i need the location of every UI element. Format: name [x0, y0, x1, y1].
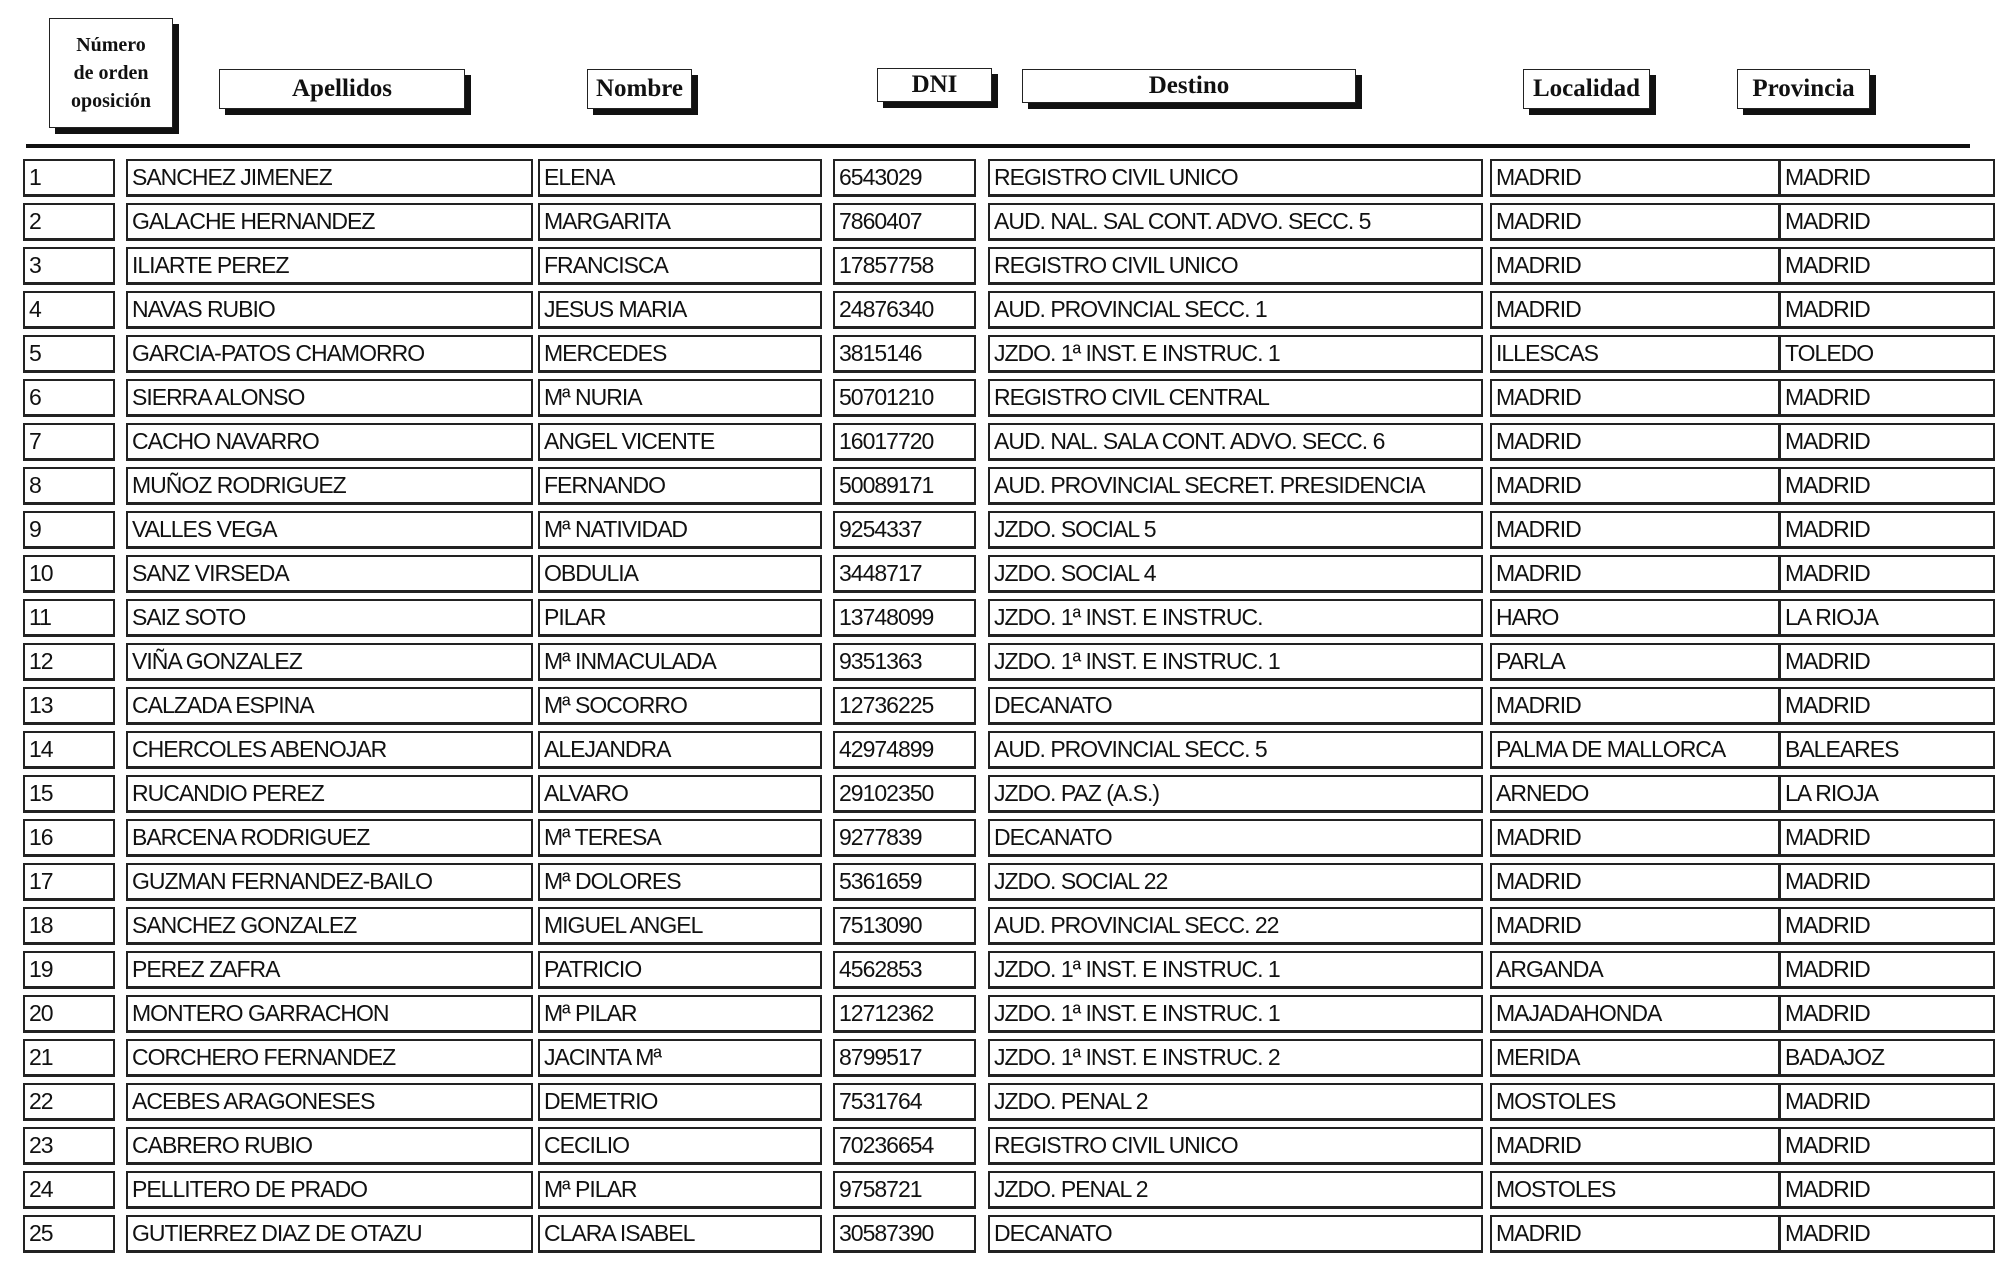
cell-provincia: MADRID	[1778, 687, 1995, 725]
cell-dni: 13748099	[833, 599, 976, 637]
cell-apellidos: CABRERO RUBIO	[126, 1127, 533, 1165]
cell-localidad: MADRID	[1490, 159, 1780, 197]
cell-apellidos: SAIZ SOTO	[126, 599, 533, 637]
cell-destino: REGISTRO CIVIL UNICO	[988, 247, 1483, 285]
cell-dni: 24876340	[833, 291, 976, 329]
cell-dni: 17857758	[833, 247, 976, 285]
cell-provincia: MADRID	[1778, 1215, 1995, 1253]
cell-localidad: MADRID	[1490, 907, 1780, 945]
table-row	[0, 379, 2000, 417]
table-row	[0, 995, 2000, 1033]
cell-dni: 3815146	[833, 335, 976, 373]
cell-dni: 16017720	[833, 423, 976, 461]
cell-localidad: MADRID	[1490, 379, 1780, 417]
cell-numero: 25	[23, 1215, 115, 1253]
cell-destino: DECANATO	[988, 687, 1483, 725]
header-nombre: Nombre	[587, 69, 692, 109]
cell-destino: JZDO. SOCIAL 22	[988, 863, 1483, 901]
cell-provincia: MADRID	[1778, 291, 1995, 329]
cell-provincia: MADRID	[1778, 1171, 1995, 1209]
cell-numero: 3	[23, 247, 115, 285]
cell-localidad: MAJADAHONDA	[1490, 995, 1780, 1033]
cell-apellidos: SANCHEZ JIMENEZ	[126, 159, 533, 197]
cell-apellidos: VALLES VEGA	[126, 511, 533, 549]
cell-localidad: MADRID	[1490, 467, 1780, 505]
cell-localidad: PARLA	[1490, 643, 1780, 681]
cell-apellidos: CORCHERO FERNANDEZ	[126, 1039, 533, 1077]
cell-provincia: MADRID	[1778, 159, 1995, 197]
cell-numero: 22	[23, 1083, 115, 1121]
cell-dni: 12712362	[833, 995, 976, 1033]
cell-provincia: MADRID	[1778, 1127, 1995, 1165]
cell-apellidos: GUTIERREZ DIAZ DE OTAZU	[126, 1215, 533, 1253]
cell-localidad: HARO	[1490, 599, 1780, 637]
cell-destino: JZDO. PENAL 2	[988, 1083, 1483, 1121]
table-row	[0, 1083, 2000, 1121]
cell-dni: 7860407	[833, 203, 976, 241]
cell-numero: 18	[23, 907, 115, 945]
cell-provincia: MADRID	[1778, 819, 1995, 857]
header-localidad: Localidad	[1523, 69, 1650, 109]
cell-provincia: BADAJOZ	[1778, 1039, 1995, 1077]
cell-nombre: PATRICIO	[538, 951, 822, 989]
cell-nombre: PILAR	[538, 599, 822, 637]
cell-provincia: MADRID	[1778, 423, 1995, 461]
cell-provincia: MADRID	[1778, 951, 1995, 989]
cell-numero: 7	[23, 423, 115, 461]
cell-localidad: ARNEDO	[1490, 775, 1780, 813]
cell-nombre: MARGARITA	[538, 203, 822, 241]
cell-apellidos: PELLITERO DE PRADO	[126, 1171, 533, 1209]
cell-dni: 7531764	[833, 1083, 976, 1121]
cell-dni: 12736225	[833, 687, 976, 725]
cell-localidad: MADRID	[1490, 1215, 1780, 1253]
table-row	[0, 1215, 2000, 1253]
cell-nombre: Mª NATIVIDAD	[538, 511, 822, 549]
cell-provincia: MADRID	[1778, 1083, 1995, 1121]
cell-numero: 17	[23, 863, 115, 901]
cell-numero: 20	[23, 995, 115, 1033]
cell-destino: REGISTRO CIVIL CENTRAL	[988, 379, 1483, 417]
cell-localidad: MADRID	[1490, 1127, 1780, 1165]
cell-destino: JZDO. PAZ (A.S.)	[988, 775, 1483, 813]
cell-nombre: ALEJANDRA	[538, 731, 822, 769]
cell-nombre: MIGUEL ANGEL	[538, 907, 822, 945]
cell-numero: 24	[23, 1171, 115, 1209]
cell-nombre: Mª NURIA	[538, 379, 822, 417]
cell-numero: 11	[23, 599, 115, 637]
cell-localidad: MOSTOLES	[1490, 1083, 1780, 1121]
table-row	[0, 907, 2000, 945]
table-row	[0, 775, 2000, 813]
cell-apellidos: VIÑA GONZALEZ	[126, 643, 533, 681]
table-row	[0, 159, 2000, 197]
cell-provincia: MADRID	[1778, 511, 1995, 549]
cell-nombre: ALVARO	[538, 775, 822, 813]
cell-nombre: ANGEL VICENTE	[538, 423, 822, 461]
cell-numero: 12	[23, 643, 115, 681]
cell-localidad: MADRID	[1490, 555, 1780, 593]
table-row	[0, 731, 2000, 769]
cell-numero: 1	[23, 159, 115, 197]
cell-nombre: Mª SOCORRO	[538, 687, 822, 725]
cell-destino: REGISTRO CIVIL UNICO	[988, 159, 1483, 197]
cell-nombre: MERCEDES	[538, 335, 822, 373]
cell-localidad: ARGANDA	[1490, 951, 1780, 989]
header-divider	[26, 144, 1970, 148]
cell-localidad: ILLESCAS	[1490, 335, 1780, 373]
header-numero-line1: Número	[76, 34, 146, 56]
cell-localidad: MADRID	[1490, 247, 1780, 285]
cell-destino: AUD. PROVINCIAL SECC. 22	[988, 907, 1483, 945]
cell-provincia: MADRID	[1778, 203, 1995, 241]
cell-destino: AUD. PROVINCIAL SECRET. PRESIDENCIA	[988, 467, 1483, 505]
table-row	[0, 687, 2000, 725]
cell-localidad: MERIDA	[1490, 1039, 1780, 1077]
cell-provincia: MADRID	[1778, 555, 1995, 593]
cell-destino: AUD. PROVINCIAL SECC. 1	[988, 291, 1483, 329]
cell-nombre: FRANCISCA	[538, 247, 822, 285]
cell-destino: JZDO. 1ª INST. E INSTRUC. 1	[988, 335, 1483, 373]
cell-numero: 15	[23, 775, 115, 813]
cell-apellidos: SIERRA ALONSO	[126, 379, 533, 417]
cell-provincia: LA RIOJA	[1778, 775, 1995, 813]
cell-provincia: MADRID	[1778, 247, 1995, 285]
cell-provincia: LA RIOJA	[1778, 599, 1995, 637]
cell-apellidos: SANCHEZ GONZALEZ	[126, 907, 533, 945]
cell-nombre: Mª DOLORES	[538, 863, 822, 901]
cell-numero: 13	[23, 687, 115, 725]
table-row	[0, 643, 2000, 681]
cell-provincia: BALEARES	[1778, 731, 1995, 769]
cell-apellidos: RUCANDIO PEREZ	[126, 775, 533, 813]
cell-apellidos: PEREZ ZAFRA	[126, 951, 533, 989]
cell-provincia: MADRID	[1778, 995, 1995, 1033]
cell-dni: 50089171	[833, 467, 976, 505]
cell-nombre: Mª INMACULADA	[538, 643, 822, 681]
cell-localidad: PALMA DE MALLORCA	[1490, 731, 1780, 769]
cell-numero: 10	[23, 555, 115, 593]
cell-numero: 6	[23, 379, 115, 417]
cell-dni: 9254337	[833, 511, 976, 549]
cell-dni: 30587390	[833, 1215, 976, 1253]
cell-dni: 9351363	[833, 643, 976, 681]
cell-numero: 8	[23, 467, 115, 505]
cell-nombre: Mª PILAR	[538, 1171, 822, 1209]
table-row	[0, 1127, 2000, 1165]
cell-numero: 2	[23, 203, 115, 241]
cell-destino: JZDO. 1ª INST. E INSTRUC.	[988, 599, 1483, 637]
cell-localidad: MADRID	[1490, 687, 1780, 725]
table-row	[0, 511, 2000, 549]
cell-localidad: MADRID	[1490, 863, 1780, 901]
cell-destino: DECANATO	[988, 819, 1483, 857]
cell-nombre: FERNANDO	[538, 467, 822, 505]
cell-apellidos: CACHO NAVARRO	[126, 423, 533, 461]
cell-nombre: Mª PILAR	[538, 995, 822, 1033]
cell-destino: AUD. PROVINCIAL SECC. 5	[988, 731, 1483, 769]
table-row	[0, 203, 2000, 241]
cell-provincia: MADRID	[1778, 643, 1995, 681]
cell-dni: 9758721	[833, 1171, 976, 1209]
cell-provincia: MADRID	[1778, 467, 1995, 505]
cell-dni: 7513090	[833, 907, 976, 945]
cell-numero: 23	[23, 1127, 115, 1165]
cell-apellidos: BARCENA RODRIGUEZ	[126, 819, 533, 857]
cell-localidad: MADRID	[1490, 203, 1780, 241]
cell-numero: 19	[23, 951, 115, 989]
table-row	[0, 335, 2000, 373]
cell-destino: JZDO. SOCIAL 5	[988, 511, 1483, 549]
cell-dni: 29102350	[833, 775, 976, 813]
cell-dni: 8799517	[833, 1039, 976, 1077]
table-row	[0, 599, 2000, 637]
header-numero-line3: oposición	[70, 90, 152, 112]
cell-destino: JZDO. 1ª INST. E INSTRUC. 1	[988, 643, 1483, 681]
cell-localidad: MADRID	[1490, 819, 1780, 857]
table-row	[0, 467, 2000, 505]
header-destino: Destino	[1022, 69, 1356, 103]
table-row	[0, 819, 2000, 857]
cell-destino: JZDO. 1ª INST. E INSTRUC. 1	[988, 995, 1483, 1033]
cell-apellidos: SANZ VIRSEDA	[126, 555, 533, 593]
cell-apellidos: CHERCOLES ABENOJAR	[126, 731, 533, 769]
table-row	[0, 951, 2000, 989]
cell-dni: 50701210	[833, 379, 976, 417]
cell-nombre: JACINTA Mª	[538, 1039, 822, 1077]
cell-dni: 3448717	[833, 555, 976, 593]
cell-numero: 9	[23, 511, 115, 549]
cell-apellidos: MUÑOZ RODRIGUEZ	[126, 467, 533, 505]
cell-nombre: CECILIO	[538, 1127, 822, 1165]
cell-numero: 14	[23, 731, 115, 769]
cell-provincia: MADRID	[1778, 379, 1995, 417]
cell-numero: 16	[23, 819, 115, 857]
cell-destino: JZDO. PENAL 2	[988, 1171, 1483, 1209]
cell-nombre: ELENA	[538, 159, 822, 197]
cell-localidad: MADRID	[1490, 511, 1780, 549]
cell-dni: 9277839	[833, 819, 976, 857]
cell-nombre: Mª TERESA	[538, 819, 822, 857]
cell-dni: 42974899	[833, 731, 976, 769]
cell-apellidos: GALACHE HERNANDEZ	[126, 203, 533, 241]
cell-nombre: CLARA ISABEL	[538, 1215, 822, 1253]
cell-destino: REGISTRO CIVIL UNICO	[988, 1127, 1483, 1165]
table-row	[0, 423, 2000, 461]
table-row	[0, 247, 2000, 285]
cell-apellidos: GUZMAN FERNANDEZ-BAILO	[126, 863, 533, 901]
header-dni: DNI	[877, 68, 992, 102]
cell-apellidos: GARCIA-PATOS CHAMORRO	[126, 335, 533, 373]
header-provincia: Provincia	[1737, 69, 1870, 109]
header-apellidos: Apellidos	[219, 69, 465, 109]
cell-destino: DECANATO	[988, 1215, 1483, 1253]
cell-localidad: MADRID	[1490, 423, 1780, 461]
cell-destino: JZDO. 1ª INST. E INSTRUC. 1	[988, 951, 1483, 989]
header-numero-line2: de orden	[73, 62, 149, 84]
cell-nombre: OBDULIA	[538, 555, 822, 593]
cell-apellidos: ACEBES ARAGONESES	[126, 1083, 533, 1121]
cell-dni: 6543029	[833, 159, 976, 197]
cell-nombre: DEMETRIO	[538, 1083, 822, 1121]
cell-numero: 5	[23, 335, 115, 373]
cell-localidad: MOSTOLES	[1490, 1171, 1780, 1209]
cell-provincia: MADRID	[1778, 863, 1995, 901]
cell-destino: AUD. NAL. SAL CONT. ADVO. SECC. 5	[988, 203, 1483, 241]
cell-apellidos: ILIARTE PEREZ	[126, 247, 533, 285]
cell-provincia: MADRID	[1778, 907, 1995, 945]
cell-dni: 70236654	[833, 1127, 976, 1165]
cell-destino: JZDO. 1ª INST. E INSTRUC. 2	[988, 1039, 1483, 1077]
table-row	[0, 291, 2000, 329]
cell-dni: 4562853	[833, 951, 976, 989]
cell-provincia: TOLEDO	[1778, 335, 1995, 373]
table-row	[0, 555, 2000, 593]
cell-localidad: MADRID	[1490, 291, 1780, 329]
cell-apellidos: CALZADA ESPINA	[126, 687, 533, 725]
cell-dni: 5361659	[833, 863, 976, 901]
cell-numero: 4	[23, 291, 115, 329]
table-row	[0, 1171, 2000, 1209]
cell-destino: AUD. NAL. SALA CONT. ADVO. SECC. 6	[988, 423, 1483, 461]
cell-apellidos: MONTERO GARRACHON	[126, 995, 533, 1033]
header-numero-orden	[49, 18, 173, 128]
cell-nombre: JESUS MARIA	[538, 291, 822, 329]
table-row	[0, 1039, 2000, 1077]
cell-destino: JZDO. SOCIAL 4	[988, 555, 1483, 593]
table-row	[0, 863, 2000, 901]
cell-apellidos: NAVAS RUBIO	[126, 291, 533, 329]
cell-numero: 21	[23, 1039, 115, 1077]
